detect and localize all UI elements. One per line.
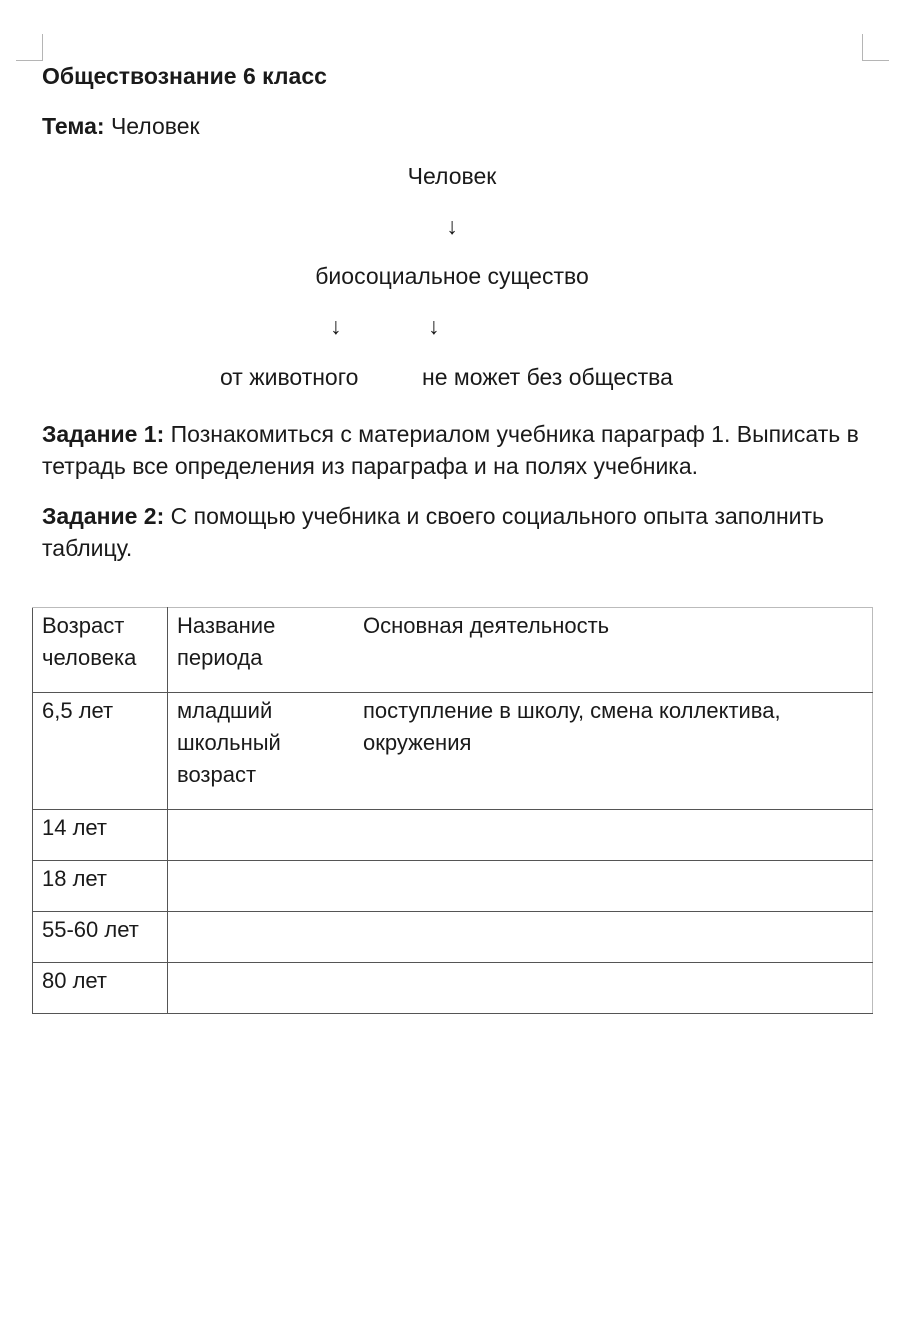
task-2 [42, 500, 882, 564]
diagram-node-society: не может без общества [422, 364, 673, 390]
header-period: Название периода [168, 608, 355, 693]
table-cell-age: 18 лет [33, 861, 168, 912]
document-subject: Обществознание 6 класс [42, 63, 327, 89]
table-cell-age: 55-60 лет [33, 912, 168, 963]
diagram-node-biosocial: биосоциальное существо [315, 263, 589, 289]
document-page [42, 56, 882, 564]
table-row [33, 861, 873, 912]
task-1 [42, 418, 882, 482]
task-2-label: Задание 2: [42, 503, 165, 529]
topic-value: Человек [104, 113, 200, 139]
table-cell-period: младший школьный возраст [168, 693, 355, 810]
table-cell-activity: поступление в школу, смена коллектива, окружения [354, 693, 873, 810]
table-cell-empty [168, 963, 873, 1014]
age-periods-table [32, 607, 873, 1014]
table-row [33, 963, 873, 1014]
table-cell-empty [168, 810, 873, 861]
table-cell-age: 14 лет [33, 810, 168, 861]
page-corner-mark-top-left [16, 34, 43, 61]
table-row [33, 810, 873, 861]
topic-label: Тема: [42, 113, 105, 139]
task-1-text: Познакомиться с материалом учебника параграф 1. Выписать в тетрадь все определения из параграфа и на полях учебника. [42, 421, 859, 479]
task-2-text: С помощью учебника и своего социального опыта заполнить таблицу. [42, 503, 825, 561]
diagram-arrow-left-down-icon: ↓ [330, 313, 342, 339]
header-age: Возраст человека [33, 608, 168, 693]
diagram-node-human: Человек [407, 163, 497, 189]
table-cell-age: 80 лет [33, 963, 168, 1014]
table-row [33, 912, 873, 963]
diagram-node-from-animal: от животного [220, 364, 359, 390]
diagram-arrow-right-down-icon: ↓ [428, 313, 440, 339]
document-topic [42, 110, 882, 142]
task-1-label: Задание 1: [42, 421, 165, 447]
table-cell-age: 6,5 лет [33, 693, 168, 810]
table-cell-empty [168, 861, 873, 912]
table-cell-empty [168, 912, 873, 963]
concept-diagram [42, 160, 862, 396]
table-row [33, 693, 873, 810]
header-activity: Основная деятельность [354, 608, 873, 693]
diagram-arrow-down-icon: ↓ [446, 213, 458, 239]
table-header-row [33, 608, 873, 693]
